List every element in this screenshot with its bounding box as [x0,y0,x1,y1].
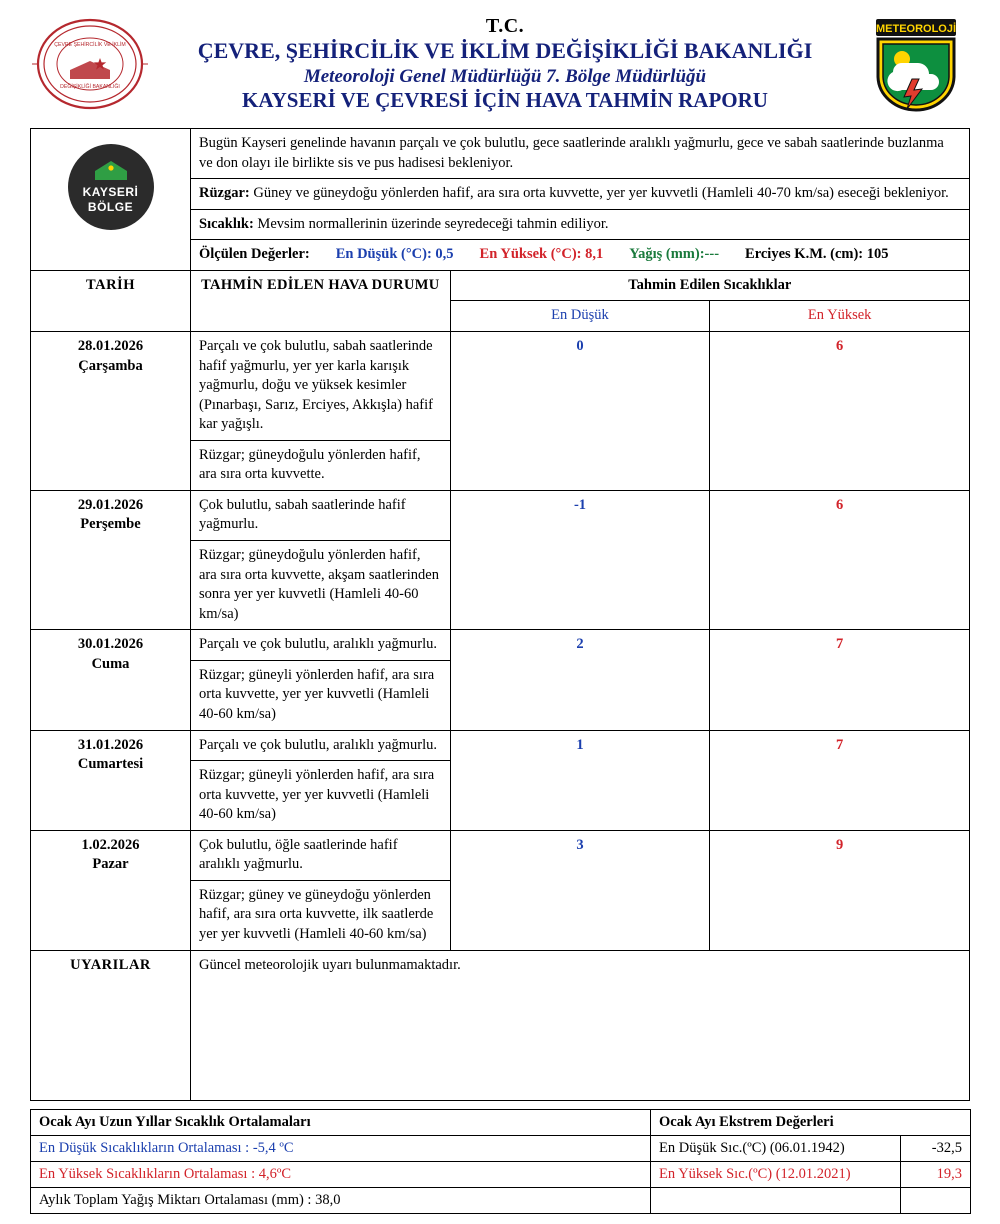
row-day-value-4: Cumartesi [77,756,144,773]
table-header-row [31,270,970,301]
col-header-temperatures: Tahmin Edilen Sıcaklıklar [450,270,969,301]
svg-text:METEOROLOJİ: METEOROLOJİ [875,22,957,35]
measured-values [191,240,970,271]
col-header-min: En Düşük [450,301,710,332]
row-wind-2: Rüzgar; güneydoğulu yönlerden hafif, ara sıra orta kuvvette, akşam saatlerinden sonra yer yer kuvvetli (Hamleli 40-60 km/sa) [191,541,451,630]
row-max-2: 6 [710,490,970,629]
row-date-4 [31,730,191,830]
row-date-2 [31,490,191,629]
wind-text: Güney ve güneydoğu yönlerden hafif, ara sıra orta kuvvette, yer yer kuvvetli (Hamleli 40-70 km/sa) eseceği bekleniyor. [249,185,949,202]
row-max-1: 6 [710,331,970,490]
summary-row [31,129,970,179]
row-date-value-4: 31.01.2026 [77,736,144,753]
svg-text:ÇEVRE ŞEHİRCİLİK VE İKLİM: ÇEVRE ŞEHİRCİLİK VE İKLİM [54,42,126,48]
kayseri-bolge-badge [68,144,154,230]
summary-today-text: Bugün Kayseri genelinde havanın parçalı ve çok bulutlu, gece saatlerinde aralıklı yağmurlu, gece ve sabah saatlerinde buzlanma ve don olayı ile birlikte sis ve pus hadisesi bekleniyor. [191,129,970,179]
col-header-date: TARİH [31,270,191,331]
row-min-5: 3 [450,830,710,950]
row-wind-1: Rüzgar; güneydoğulu yönlerden hafif, ara sıra orta kuvvette. [191,440,451,490]
row-weather-1: Parçalı ve çok bulutlu, sabah saatlerinde hafif yağmurlu, yer yer karla karışık yağmurlu, doğu ve yüksek kesimler (Pınarbaşı, Sarız, Erciyes, Akkışla) hafif kar yağışlı. [191,331,451,440]
kayseri-bolge-logo-cell [31,129,191,271]
table-row [31,331,970,440]
stats-left-title: Ocak Ayı Uzun Yıllar Sıcaklık Ortalamaları [31,1109,651,1135]
measured-max: En Yüksek (°C): 8,1 [479,246,604,263]
col-header-forecast: TAHMİN EDİLEN HAVA DURUMU [191,270,451,331]
stats-right-title: Ocak Ayı Ekstrem Değerleri [651,1109,971,1135]
table-row [31,730,970,761]
row-day-value-3: Cuma [91,655,130,672]
summary-wind [191,179,970,210]
row-wind-3: Rüzgar; güneyli yönlerden hafif, ara sıra orta kuvvette, yer yer kuvvetli (Hamleli 40-60 km/sa) [191,660,451,730]
row-day-value-1: Çarşamba [78,357,143,374]
climate-statistics-table [30,1109,971,1214]
row-day-value-5: Pazar [92,856,129,873]
measured-label: Ölçülen Değerler: [199,246,310,263]
header-directorate: Meteoroloji Genel Müdürlüğü 7. Bölge Müdürlüğü [303,66,707,88]
stats-right-extreme-max-value: 19,3 [901,1161,971,1187]
temp-text: Mevsim normallerinin üzerinde seyredeceği tahmin ediliyor. [253,215,609,232]
row-weather-5: Çok bulutlu, öğle saatlerinde hafif aralıklı yağmurlu. [191,830,451,880]
row-min-3: 2 [450,630,710,730]
row-date-1 [31,331,191,490]
row-date-value-2: 29.01.2026 [77,496,144,513]
row-wind-4: Rüzgar; güneyli yönlerden hafif, ara sıra orta kuvvette, yer yer kuvvetli (Hamleli 40-60 km/sa) [191,761,451,831]
row-date-5 [31,830,191,950]
row-date-value-5: 1.02.2026 [81,836,140,853]
stats-right-empty-value [901,1187,971,1213]
header-report-title: KAYSERİ VE ÇEVRESİ İÇİN HAVA TAHMİN RAPORU [242,88,768,113]
row-date-value-3: 30.01.2026 [77,636,144,653]
stats-header-row [31,1109,971,1135]
stats-left-avg-min: En Düşük Sıcaklıkların Ortalaması : -5,4 ºC [31,1135,651,1161]
forecast-table [30,128,970,1101]
svg-text:DEĞİŞİKLİĞİ BAKANLIĞI: DEĞİŞİKLİĞİ BAKANLIĞI [60,84,120,90]
row-weather-2: Çok bulutlu, sabah saatlerinde hafif yağmurlu. [191,490,451,540]
row-weather-4: Parçalı ve çok bulutlu, aralıklı yağmurlu. [191,730,451,761]
measured-snow-depth: Erciyes K.M. (cm): 105 [745,246,889,263]
measured-precip: Yağış (mm):--- [629,246,720,263]
turkish-state-emblem-icon [30,14,150,114]
stats-right-empty-label [651,1187,901,1213]
row-max-4: 7 [710,730,970,830]
summary-temperature [191,209,970,240]
row-day-value-2: Perşembe [80,516,141,533]
row-weather-3: Parçalı ve çok bulutlu, aralıklı yağmurlu. [191,630,451,661]
stats-right-extreme-min-value: -32,5 [901,1135,971,1161]
row-min-1: 0 [450,331,710,490]
row-min-4: 1 [450,730,710,830]
stats-row [31,1135,971,1161]
col-header-max: En Yüksek [710,301,970,332]
warnings-label: UYARILAR [31,950,191,1100]
measured-min: En Düşük (°C): 0,5 [335,246,454,263]
wind-label: Rüzgar: [199,185,250,202]
row-date-3 [31,630,191,730]
stats-left-avg-max: En Yüksek Sıcaklıkların Ortalaması : 4,6ºC [31,1161,651,1187]
table-row [31,490,970,540]
header-tc: T.C. [485,15,525,37]
row-min-2: -1 [450,490,710,629]
stats-row [31,1161,971,1187]
warnings-text: Güncel meteorolojik uyarı bulunmamaktadır. [191,950,970,1100]
badge-line-1: KAYSERİ [82,185,139,199]
meteoroloji-logo-icon [860,17,970,112]
temp-label: Sıcaklık: [199,215,254,232]
row-max-3: 7 [710,630,970,730]
stats-left-avg-precip: Aylık Toplam Yağış Miktarı Ortalaması (mm) : 38,0 [31,1187,651,1213]
warnings-row [31,950,970,1100]
stats-right-extreme-min-label: En Düşük Sıc.(ºC) (06.01.1942) [651,1135,901,1161]
header-ministry: ÇEVRE, ŞEHİRCİLİK VE İKLİM DEĞİŞİKLİĞİ BAKANLIĞI [197,38,813,64]
row-wind-5: Rüzgar; güney ve güneydoğu yönlerden hafif, ara sıra orta kuvvette, ilk saatlerde yer yer kuvvetli (Hamleli 40-60 km/sa) [191,880,451,950]
stats-row [31,1187,971,1213]
stats-right-extreme-max-label: En Yüksek Sıc.(ºC) (12.01.2021) [651,1161,901,1187]
table-row [31,830,970,880]
row-max-5: 9 [710,830,970,950]
document-header [0,0,1000,124]
badge-line-2: BÖLGE [87,200,134,214]
table-row [31,630,970,661]
row-date-value-1: 28.01.2026 [77,337,144,354]
